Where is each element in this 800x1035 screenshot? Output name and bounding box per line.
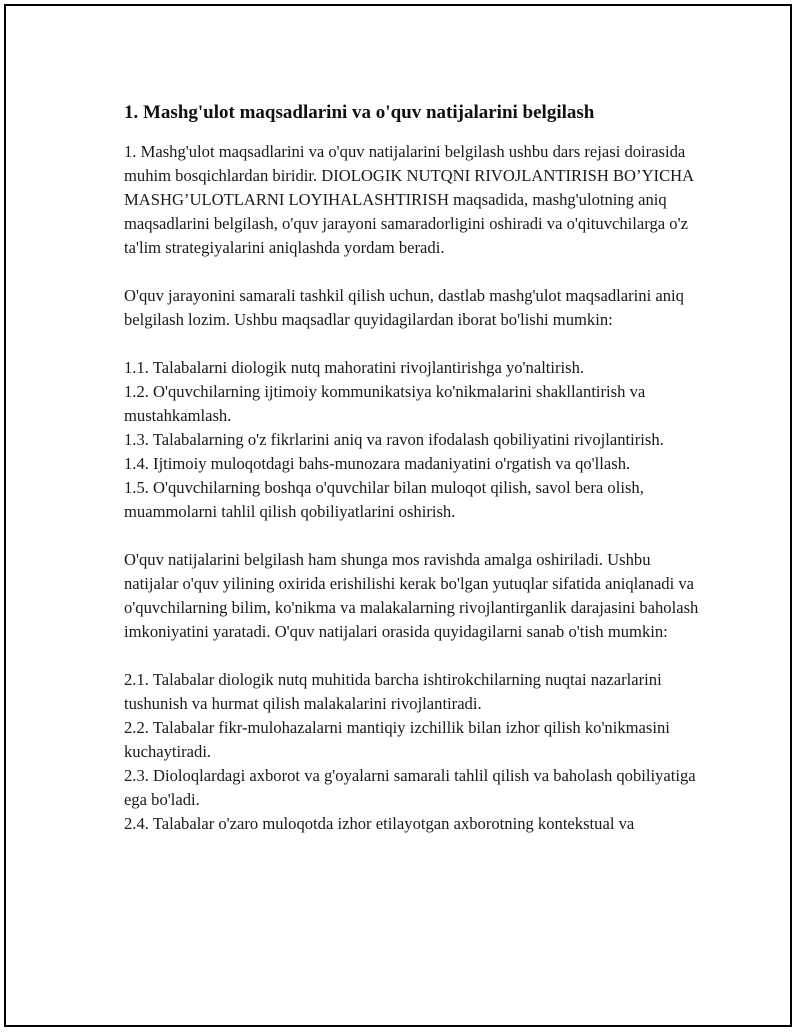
- outcome-item: 2.4. Talabalar o'zaro muloqotda izhor etilayotgan axborotning kontekstual va: [124, 814, 635, 833]
- page-frame: [4, 4, 792, 1027]
- goal-item: 1.2. O'quvchilarning ijtimoiy kommunikatsiya ko'nikmalarini shakllantirish va mustahkamlash.: [124, 382, 646, 425]
- document-body: [124, 100, 704, 860]
- outcome-item: 2.3. Dioloqlardagi axborot va g'oyalarni samarali tahlil qilish va baholash qobiliyatiga ega bo'ladi.: [124, 766, 696, 809]
- outcomes-list: [124, 668, 704, 836]
- goals-intro-paragraph: O'quv jarayonini samarali tashkil qilish uchun, dastlab mashg'ulot maqsadlarini aniq belgilash lozim. Ushbu maqsadlar quyidagilardan iborat bo'lishi mumkin:: [124, 286, 684, 329]
- goal-item: 1.5. O'quvchilarning boshqa o'quvchilar bilan muloqot qilish, savol bera olish, muammolarni tahlil qilish qobiliyatlarini oshirish.: [124, 478, 644, 521]
- goal-item: 1.3. Talabalarning o'z fikrlarini aniq va ravon ifodalash qobiliyatini rivojlantirish.: [124, 430, 664, 449]
- section-heading: 1. Mashg'ulot maqsadlarini va o'quv natijalarini belgilash: [124, 102, 595, 123]
- goal-item: 1.4. Ijtimoiy muloqotdagi bahs-munozara madaniyatini o'rgatish va qo'llash.: [124, 454, 631, 473]
- outcome-item: 2.1. Talabalar diologik nutq muhitida barcha ishtirokchilarning nuqtai nazarlarini tushunish va hurmat qilish malakalarini rivojlantiradi.: [124, 670, 662, 713]
- outcomes-intro-paragraph: O'quv natijalarini belgilash ham shunga mos ravishda amalga oshiriladi. Ushbu natijalar o'quv yilining oxirida erishilishi kerak bo'lgan yutuqlar sifatida aniqlanadi va o'quvchilarning bilim, ko'nikma va malakalarning rivojlantirganlik darajasini baholash imkoniyatini yaratadi. O'quv natijalari orasida quyidagilarni sanab o'tish mumkin:: [124, 550, 699, 641]
- goals-list: [124, 356, 704, 524]
- goal-item: 1.1. Talabalarni diologik nutq mahoratini rivojlantirishga yo'naltirish.: [124, 358, 585, 377]
- outcome-item: 2.2. Talabalar fikr-mulohazalarni mantiqiy izchillik bilan izhor qilish ko'nikmasini kuchaytiradi.: [124, 718, 670, 761]
- intro-paragraph: 1. Mashg'ulot maqsadlarini va o'quv natijalarini belgilash ushbu dars rejasi doirasida muhim bosqichlardan biridir. DIOLOGIK NUTQNI RIVOJLANTIRISH BO’YICHA MASHG’ULOTLARNI LOYIHALASHTIRISH maqsadida, mashg'ulotning aniq maqsadlarini belgilash, o'quv jarayoni samaradorligini oshiradi va o'qituvchilarga o'z ta'lim strategiyalarini aniqlashda yordam beradi.: [124, 142, 694, 257]
